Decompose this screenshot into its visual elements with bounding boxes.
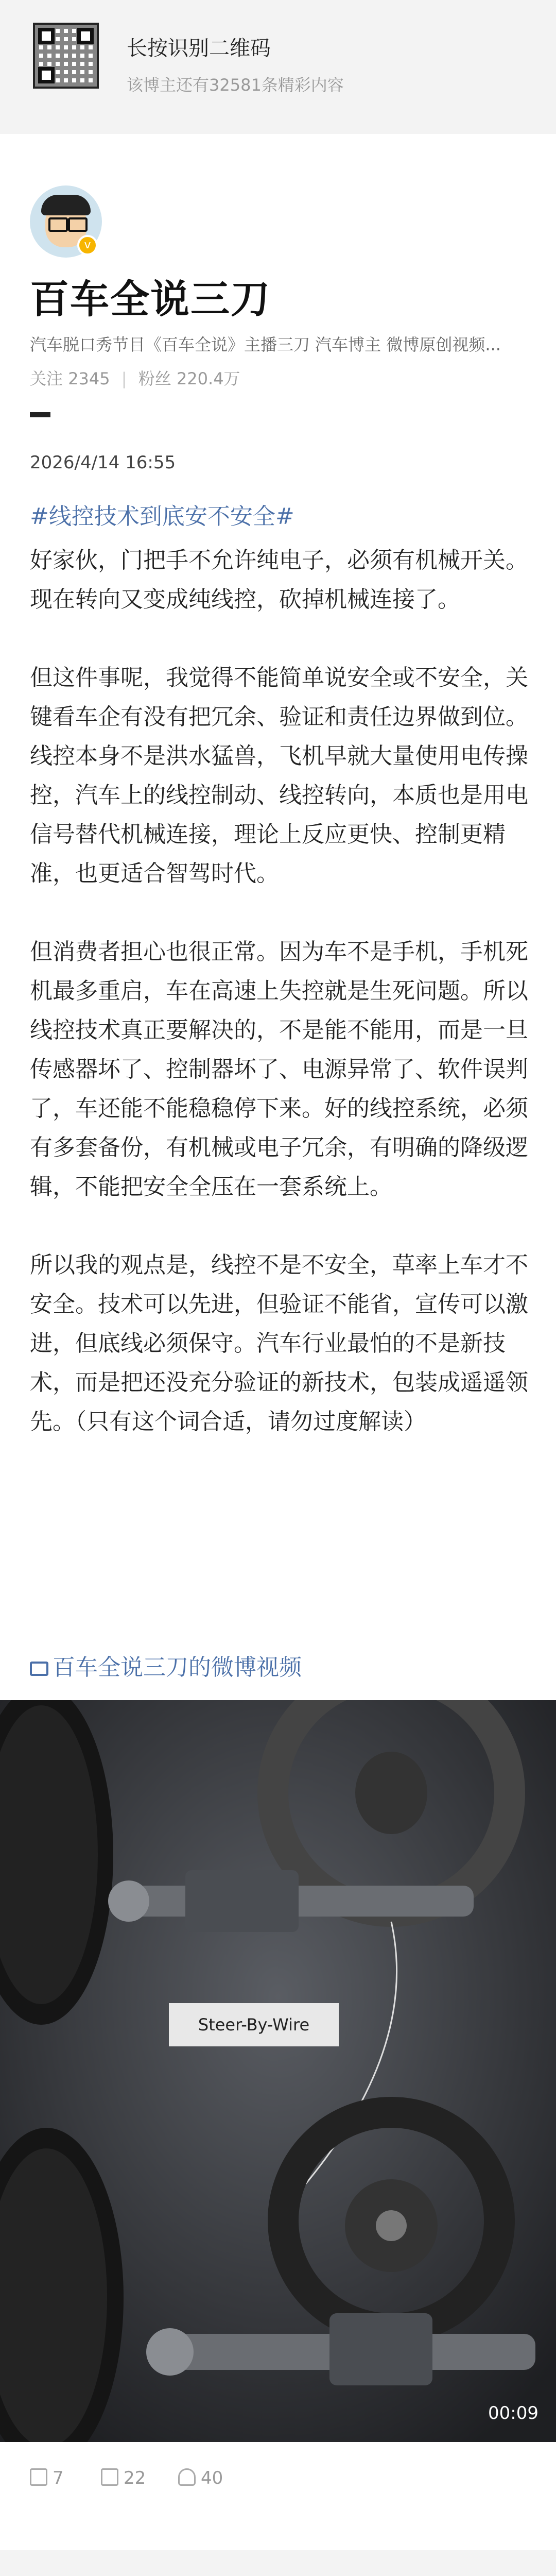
paragraph: 好家伙，门把手不允许纯电子，必须有机械开关。现在转向又变成纯线控，砍掉机械连接了。 [30, 547, 528, 613]
repost-count: 7 [53, 2468, 64, 2488]
comment-count: 22 [124, 2468, 146, 2488]
like-icon [178, 2468, 196, 2486]
video-link[interactable] [30, 1649, 302, 1682]
follow-count: 2345 [68, 369, 110, 388]
post-content [30, 541, 529, 1481]
comment-icon [101, 2468, 118, 2486]
qr-code-small[interactable] [33, 23, 99, 89]
paragraph: 所以我的观点是，线控不是不安全，草率上车才不安全。技术可以先进，但验证不能省，宣传可以激进，但底线必须保守。汽车行业最怕的不是新技术，而是把还没充分验证的新技术，包装成遥遥领先。（只有这个词合适，请勿过度解读） [30, 1252, 528, 1435]
fans-label: 粉丝 [138, 369, 171, 388]
repost-button[interactable] [30, 2468, 64, 2488]
video-icon [30, 1662, 48, 1676]
video-player[interactable] [0, 1700, 556, 2442]
like-count: 40 [201, 2468, 223, 2488]
video-frame [0, 1700, 556, 2442]
user-name[interactable]: 百车全说三刀 [30, 276, 271, 322]
divider [30, 412, 50, 417]
stats-separator: | [121, 369, 127, 388]
banner-title: 长按识别二维码 [127, 37, 271, 60]
post-timestamp: 2026/4/14 16:55 [30, 452, 176, 473]
user-bio: 汽车脱口秀节目《百车全说》主播三刀 汽车博主 微博原创视频... [30, 335, 501, 354]
comment-button[interactable] [101, 2468, 146, 2488]
verified-badge-icon: v [77, 235, 98, 256]
follow-label: 关注 [30, 369, 63, 388]
video-link-text: 百车全说三刀的微博视频 [53, 1654, 302, 1681]
paragraph: 但消费者担心也很正常。因为车不是手机，手机死机最多重启，车在高速上失控就是生死问题。所以线控技术真正要解决的，不是能不能用，而是一旦传感器坏了、控制器坏了、电源异常了、软件误判了，车还能不能稳稳停下来。好的线控系统，必须有多套备份，有机械或电子冗余，有明确的降级逻辑，不能把安全全压在一套系统上。 [30, 939, 528, 1200]
paragraph: 但这件事呢，我觉得不能简单说安全或不安全，关键看车企有没有把冗余、验证和责任边界做到位。线控本身不是洪水猛兽，飞机早就大量使用电传操控，汽车上的线控制动、线控转向，本质也是用电信号替代机械连接，理论上反应更快、控制更精准，也更适合智驾时代。 [30, 665, 528, 887]
user-stats [30, 366, 240, 389]
hashtag-link[interactable]: #线控技术到底安不安全# [30, 503, 294, 530]
banner-subtitle: 该博主还有32581条精彩内容 [127, 75, 344, 95]
steer-by-wire-label: Steer-By-Wire [169, 2003, 339, 2046]
qr-banner [0, 0, 556, 113]
fans-count: 220.4万 [176, 369, 240, 388]
repost-icon [30, 2468, 47, 2486]
post-card [0, 134, 556, 2550]
video-duration: 00:09 [488, 2403, 538, 2424]
post-actions [0, 2447, 556, 2509]
like-button[interactable] [178, 2468, 223, 2488]
footer [0, 2571, 556, 2576]
